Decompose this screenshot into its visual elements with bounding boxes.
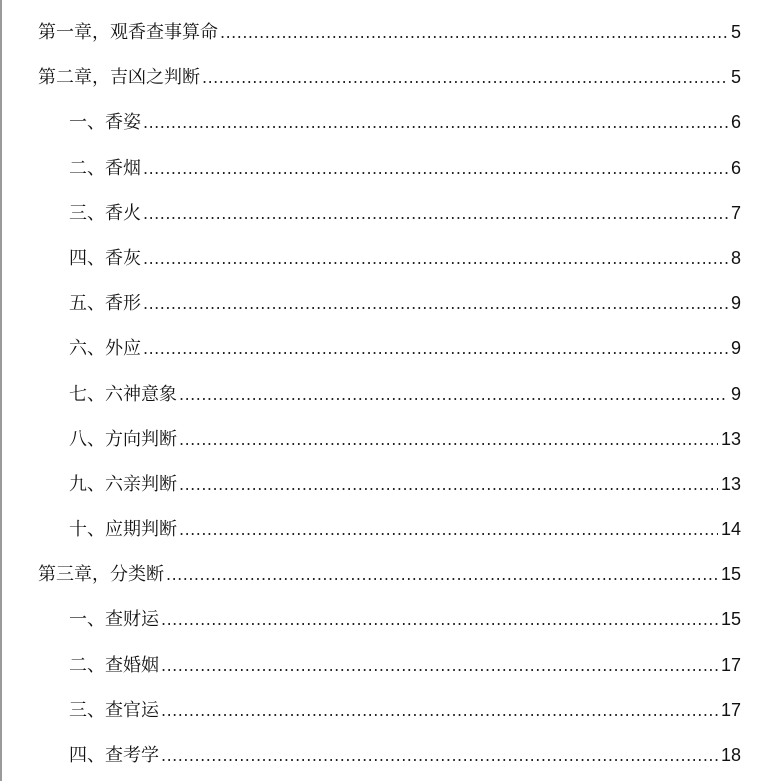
- toc-entry-page: 15: [720, 564, 741, 585]
- toc-entry[interactable]: [38, 55, 741, 100]
- toc-entry-title: 一、查财运: [69, 609, 159, 631]
- toc-entry-page: 7: [730, 202, 741, 223]
- toc-dot-leader: [143, 100, 728, 145]
- toc-entry[interactable]: [38, 597, 741, 642]
- toc-entry-title: 第一章，观香查事算命: [38, 22, 218, 43]
- toc-dot-leader: [179, 372, 728, 417]
- toc-entry-title: 九、六亲判断: [69, 473, 177, 495]
- toc-entry-title: 四、香灰: [69, 247, 141, 269]
- toc-entry-title: 三、查官运: [69, 699, 159, 721]
- toc-entry-title: 三、香火: [69, 202, 141, 224]
- toc-dot-leader: [179, 417, 718, 462]
- toc-dot-leader: [143, 236, 728, 281]
- toc-entry[interactable]: [38, 507, 741, 552]
- toc-entry[interactable]: [38, 10, 741, 55]
- toc-entry[interactable]: [38, 236, 741, 281]
- toc-entry-title: 第三章，分类断: [38, 564, 164, 586]
- toc-entry[interactable]: [38, 688, 741, 733]
- toc-entry-page: 9: [730, 338, 741, 359]
- toc-dot-leader: [166, 552, 718, 597]
- toc-entry-page: 13: [720, 473, 741, 494]
- toc-entry-page: 13: [720, 428, 741, 449]
- toc-entry-page: 15: [720, 609, 741, 630]
- toc-entry[interactable]: [38, 100, 741, 145]
- toc-entry[interactable]: [38, 462, 741, 507]
- toc-dot-leader: [179, 462, 718, 507]
- toc-dot-leader: [143, 281, 728, 326]
- toc-entry-page: 14: [720, 519, 741, 540]
- toc-entry[interactable]: [38, 191, 741, 236]
- toc-entry-title: 五、香形: [69, 293, 141, 315]
- toc-dot-leader: [161, 688, 718, 733]
- toc-entry-page: 6: [730, 157, 741, 178]
- toc-entry[interactable]: [38, 643, 741, 688]
- toc-entry-page: 17: [720, 699, 741, 720]
- toc-entry-title: 八、方向判断: [69, 428, 177, 450]
- toc-entry[interactable]: [38, 281, 741, 326]
- table-of-contents: [38, 10, 741, 778]
- toc-dot-leader: [143, 191, 728, 236]
- toc-entry-title: 二、查婚姻: [69, 654, 159, 676]
- toc-dot-leader: [143, 146, 728, 191]
- toc-dot-leader: [161, 733, 718, 778]
- toc-entry-page: 18: [720, 745, 741, 765]
- toc-entry-page: 17: [720, 654, 741, 675]
- toc-entry[interactable]: [38, 417, 741, 462]
- toc-entry[interactable]: [38, 552, 741, 597]
- toc-dot-leader: [179, 507, 718, 552]
- toc-dot-leader: [220, 10, 728, 55]
- toc-entry-title: 一、香姿: [69, 112, 141, 134]
- toc-entry-title: 六、外应: [69, 338, 141, 360]
- toc-dot-leader: [143, 326, 728, 371]
- toc-entry[interactable]: [38, 733, 741, 778]
- toc-entry-page: 8: [730, 247, 741, 268]
- toc-entry[interactable]: [38, 372, 741, 417]
- toc-entry[interactable]: [38, 326, 741, 371]
- toc-entry-page: 5: [730, 67, 741, 88]
- toc-entry-page: 9: [730, 293, 741, 314]
- toc-dot-leader: [161, 597, 718, 642]
- toc-entry-title: 十、应期判断: [69, 519, 177, 541]
- toc-entry-page: 9: [730, 383, 741, 404]
- toc-entry-title: 第二章，吉凶之判断: [38, 67, 200, 89]
- toc-dot-leader: [202, 55, 728, 100]
- toc-entry-page: 5: [730, 22, 741, 42]
- toc-entry[interactable]: [38, 146, 741, 191]
- toc-entry-title: 七、六神意象: [69, 383, 177, 405]
- toc-entry-page: 6: [730, 112, 741, 133]
- toc-entry-title: 二、香烟: [69, 157, 141, 179]
- toc-entry-title: 四、查考学: [69, 745, 159, 766]
- toc-dot-leader: [161, 643, 718, 688]
